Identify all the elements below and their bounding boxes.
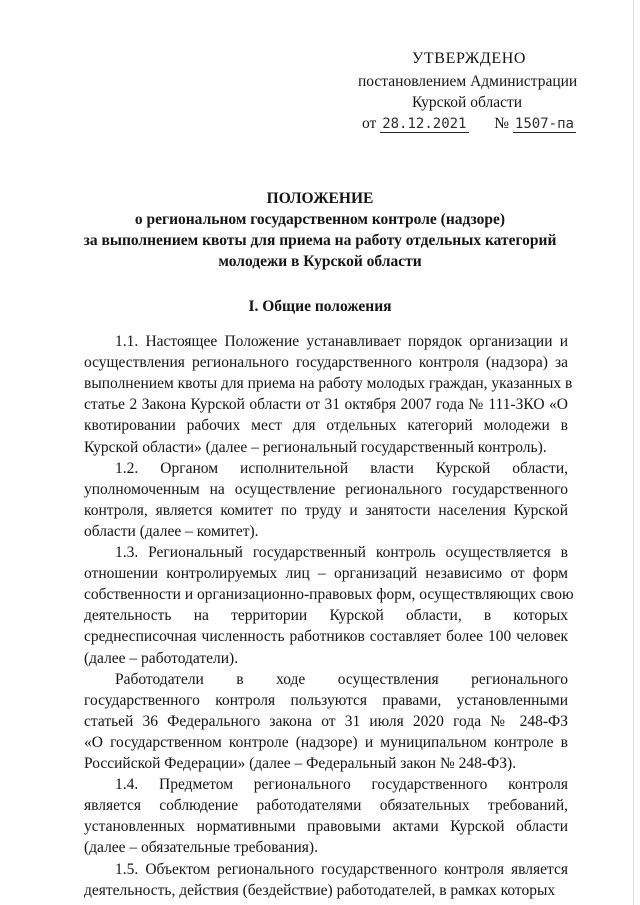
date-prefix: от: [362, 115, 377, 132]
body-line: «О государственном контроле (надзоре) и муниципальном контроле в: [84, 733, 568, 751]
body-line: 1.4. Предметом регионального государственного контроля: [84, 776, 568, 794]
body-line: 1.5. Объектом регионального государственного контроля является: [84, 860, 568, 878]
body-line: государственного контроля пользуются правами, установленными: [84, 691, 568, 709]
body-line: Курской области» (далее – региональный государственный контроль).: [84, 438, 547, 456]
body-line: Работодатели в ходе осуществления регионального: [84, 670, 568, 688]
body-line: среднесписочная численность работников составляет более 100 человек: [84, 628, 568, 646]
approval-date-line: [362, 113, 576, 135]
date-value: 28.12.2021: [382, 116, 467, 132]
body-line: выполнением квоты для приема на работу молодых граждан, указанных в: [84, 375, 573, 393]
body-line: осуществления регионального государственного контроля (надзора) за: [84, 354, 568, 372]
body-line: деятельность, действия (бездействие) работодателей, в рамках которых: [84, 881, 556, 899]
doc-title: ПОЛОЖЕНИЕ: [266, 190, 374, 207]
body-line: 1.1. Настоящее Положение устанавливает порядок организации и: [84, 333, 568, 350]
body-line: статье 2 Закона Курской области от 31 октября 2007 года № 111-ЗКО «О: [84, 396, 568, 414]
number-value: 1507-па: [514, 116, 574, 132]
body-line: статьей 36 Федерального закона от 31 июля 2020 года № 248-ФЗ: [84, 712, 568, 730]
body-line: (далее – обязательные требования).: [84, 839, 318, 857]
body-line: является соблюдение работодателями обязательных требований,: [84, 797, 568, 815]
body-line: Российской Федерации» (далее – Федеральный закон № 248-ФЗ).: [84, 755, 517, 772]
body-line: отношении контролируемых лиц – организаций независимо от форм: [84, 565, 568, 583]
body-line: (далее – работодатели).: [84, 649, 239, 667]
doc-subtitle-3: молодежи в Курской области: [218, 253, 422, 270]
number-sign: №: [494, 115, 510, 132]
approval-line-1: постановлением Администрации: [358, 73, 578, 90]
body-line: квотировании рабочих мест для отдельных категорий молодежи в: [84, 417, 568, 435]
body-line: уполномоченным на осуществление регионального государственного: [84, 480, 568, 498]
body-line: собственности и организационно-правовых форм, осуществляющих свою: [84, 586, 574, 604]
scan-edge-line: [633, 0, 634, 905]
doc-subtitle-1: о региональном государственном контроле (надзоре): [134, 211, 506, 228]
section-title: I. Общие положения: [248, 298, 392, 315]
approval-title: УТВЕРЖДЕНО: [412, 50, 527, 67]
doc-subtitle-2: за выполнением квоты для приема на работу отдельных категорий: [83, 232, 557, 249]
body-line: 1.2. Органом исполнительной власти Курской области,: [84, 459, 568, 477]
body-line: контроля, является комитет по труду и занятости населения Курской: [84, 501, 568, 519]
body-line: установленных нормативными правовыми актами Курской области: [84, 818, 568, 836]
body-line: 1.3. Региональный государственный контроль осуществляется в: [84, 544, 568, 561]
body-line: деятельность на территории Курской области, в которых: [84, 607, 568, 625]
body-line: области (далее – комитет).: [84, 522, 259, 540]
approval-line-2: Курской области: [412, 94, 523, 111]
